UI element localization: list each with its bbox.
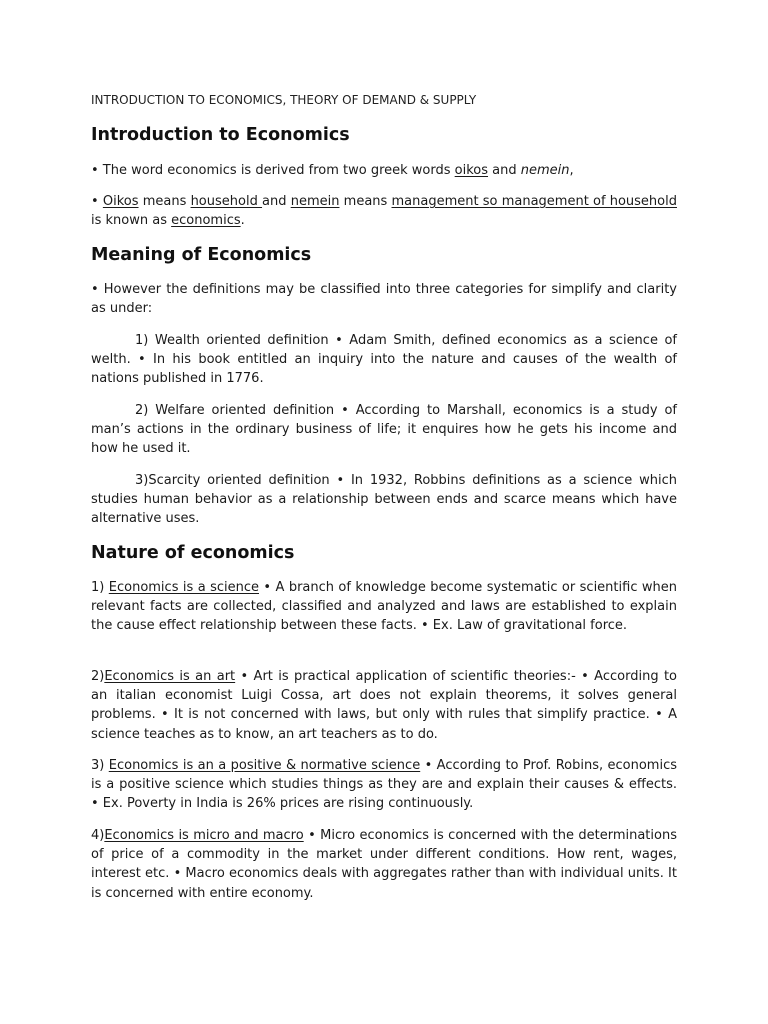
document-title: INTRODUCTION TO ECONOMICS, THEORY OF DEMAND & SUPPLY [91,93,477,107]
paragraph-definition-terms [91,192,677,230]
text: 1) Wealth oriented definition • Adam Smith, defined economics as a science of welth. • In his book entitled an inquiry into the nature and causes of the wealth of nations published in 1776. [91,333,677,387]
paragraph-science [91,578,677,636]
paragraph-wealth-definition [91,331,677,389]
term-nemein: nemein [290,194,340,209]
heading-meaning: Meaning of Economics [91,245,312,265]
term-oikos: Oikos [102,194,139,209]
paragraph-scarcity-definition [91,471,677,529]
paragraph-welfare-definition [91,401,677,459]
subheading-science: Economics is a science [108,580,259,595]
term-household: household [190,194,263,209]
term-economics: economics [171,213,241,229]
text: and [262,194,291,209]
paragraph-micro-macro [91,826,677,903]
text: is known as [91,213,172,229]
paragraph-word-origin [91,161,677,180]
text: means [339,194,392,209]
paragraph-positive-normative [91,756,677,814]
text: • A branch of knowledge become systematic or scientific when relevant facts are collected, classified and analyzed and laws are established to explain the cause effect relationship between these facts. • Ex. Law of gravitational force. [91,580,677,634]
paragraph-art [91,667,677,744]
number: 1) [91,580,109,595]
number: 2) [91,669,105,684]
term-management: management so management of household [391,194,677,209]
subheading-art: Economics is an art [104,669,236,684]
subheading-positive-normative: Economics is an a positive & normative science [108,758,421,773]
paragraph-categories-intro: • However the definitions may be classified into three categories for simplify and clarity as under: [91,282,677,317]
text: • The word economics is derived from two greek words [91,163,455,178]
text: and [488,163,521,178]
heading-introduction: Introduction to Economics [91,125,350,145]
word-oikos: oikos [454,163,489,178]
text: 3)Scarcity oriented definition • In 1932, Robbins definitions as a science which studies human behavior as a relationship between ends and scarce means which have alternative uses. [91,473,677,527]
text: . [240,213,245,229]
number: 3) [91,758,109,773]
bullet: • [91,194,103,209]
heading-nature: Nature of economics [91,543,295,563]
text: means [138,194,191,209]
word-nemein: nemein [520,163,570,178]
number: 4) [91,828,105,843]
text: • According to Prof. Robins, economics is a positive science which studies things as they are and explain their causes & effects. • Ex. Poverty in India is 26% prices are rising continuously. [91,758,677,812]
text: • Micro economics is concerned with the determinations of price of a commodity in the market under different conditions. How rent, wages, interest etc. • Macro economics deals with aggregates rather than with individual units. It is concerned with entire economy. [91,828,677,901]
text: 2) Welfare oriented definition • According to Marshall, economics is a study of man’s actions in the ordinary business of life; it enquires how he gets his income and how he used it. [91,403,677,457]
text: , [569,163,574,178]
subheading-micro-macro: Economics is micro and macro [104,828,304,843]
text: • Art is practical application of scientific theories:- • According to an italian economist Luigi Cossa, art does not explain theorems, it solves general problems. • It is not concerned with laws, but only with rules that simplify practice. • A science teaches as to know, an art teachers as to do. [91,669,677,742]
